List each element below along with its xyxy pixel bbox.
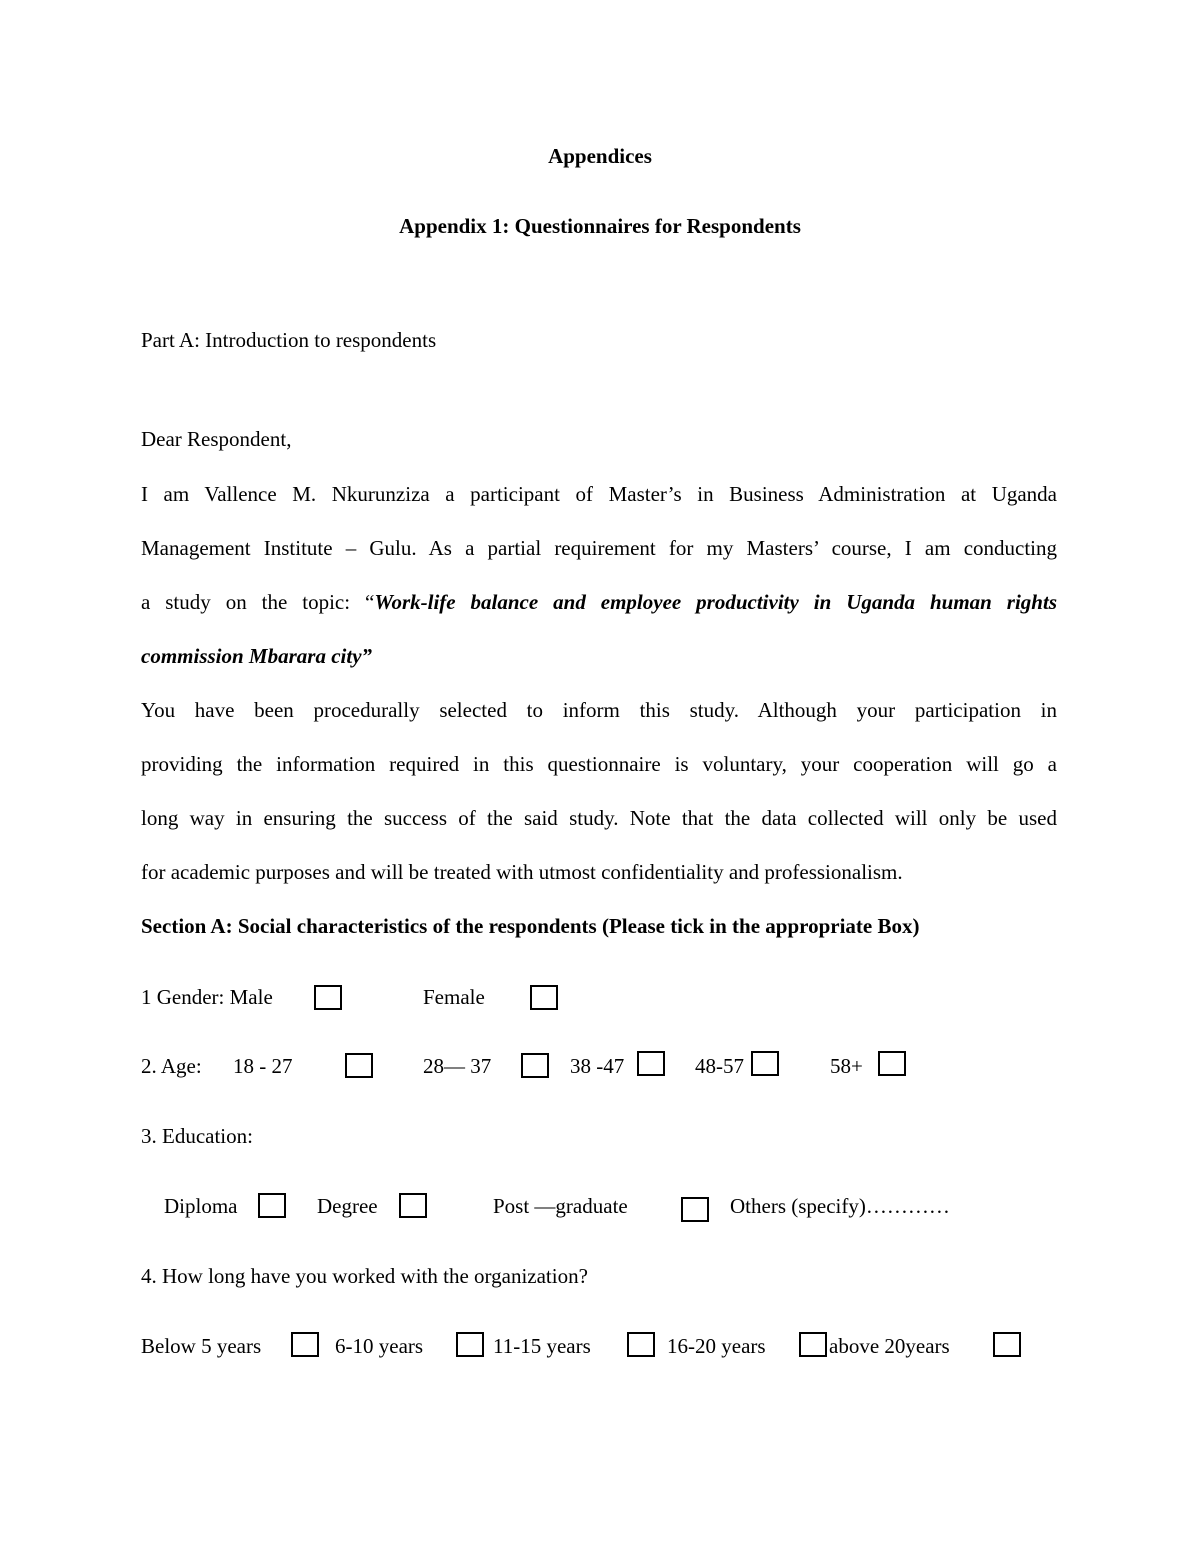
age-38-47-label: 38 -47 — [570, 1054, 625, 1078]
tenure-11-15-checkbox[interactable] — [627, 1332, 655, 1357]
part-a-heading: Part A: Introduction to respondents — [141, 328, 437, 352]
consent-line-4: for academic purposes and will be treated with utmost confidentiality and professionalism. — [141, 860, 903, 884]
age-38-47-checkbox[interactable] — [637, 1051, 665, 1076]
tenure-16-20-label: 16-20 years — [667, 1334, 766, 1358]
age-48-57-label: 48-57 — [695, 1054, 744, 1078]
appendices-heading: Appendices — [548, 144, 652, 168]
education-degree-checkbox[interactable] — [399, 1193, 427, 1218]
age-28-37-checkbox[interactable] — [521, 1053, 549, 1078]
intro-line-3 — [141, 575, 1057, 629]
gender-female-label: Female — [423, 985, 485, 1009]
age-58-plus-checkbox[interactable] — [878, 1051, 906, 1076]
consent-line-1: You have been procedurally selected to inform this study. Although your participation in — [141, 698, 1057, 722]
gender-female-checkbox[interactable] — [530, 985, 558, 1010]
education-degree-label: Degree — [317, 1194, 378, 1218]
consent-line-2: providing the information required in this questionnaire is voluntary, your cooperation will go a — [141, 752, 1057, 776]
intro-line-4 — [141, 629, 1057, 683]
appendix-1-heading: Appendix 1: Questionnaires for Respondents — [399, 214, 801, 238]
tenure-above-20-label: above 20years — [829, 1334, 950, 1358]
education-others-label: Others (specify)………… — [730, 1194, 950, 1218]
tenure-below-5-label: Below 5 years — [141, 1334, 262, 1358]
education-diploma-checkbox[interactable] — [258, 1193, 286, 1218]
tenure-question: 4. How long have you worked with the organization? — [141, 1264, 588, 1288]
education-postgraduate-checkbox[interactable] — [681, 1197, 709, 1222]
tenure-16-20-checkbox[interactable] — [799, 1332, 827, 1357]
tenure-6-10-checkbox[interactable] — [456, 1332, 484, 1357]
gender-male-checkbox[interactable] — [314, 985, 342, 1010]
age-58-plus-label: 58+ — [830, 1054, 863, 1078]
age-18-27-label: 18 - 27 — [233, 1054, 293, 1078]
topic-prefix: a study on the topic: “ — [141, 590, 375, 614]
salutation: Dear Respondent, — [141, 427, 292, 451]
intro-line-2: Management Institute – Gulu. As a partial requirement for my Masters’ course, I am conducting — [141, 536, 1057, 560]
intro-paragraph — [141, 467, 1057, 683]
tenure-below-5-checkbox[interactable] — [291, 1332, 319, 1357]
section-a-title: Section A: Social characteristics of the respondents (Please tick in the appropriate Box) — [141, 914, 920, 938]
tenure-11-15-label: 11-15 years — [493, 1334, 591, 1358]
tenure-6-10-label: 6-10 years — [335, 1334, 424, 1358]
age-18-27-checkbox[interactable] — [345, 1053, 373, 1078]
age-28-37-label: 28— 37 — [423, 1054, 492, 1078]
tenure-above-20-checkbox[interactable] — [993, 1332, 1021, 1357]
consent-line-3: long way in ensuring the success of the said study. Note that the data collected will only be used — [141, 806, 1057, 830]
consent-paragraph — [141, 683, 1057, 899]
age-label: 2. Age: — [141, 1054, 202, 1078]
age-48-57-checkbox[interactable] — [751, 1051, 779, 1076]
gender-label: 1 Gender: Male — [141, 985, 273, 1009]
intro-line-1: I am Vallence M. Nkurunziza a participant of Master’s in Business Administration at Uganda — [141, 482, 1057, 506]
education-label: 3. Education: — [141, 1124, 253, 1148]
study-topic: Work-life balance and employee productivity in Uganda human rights — [374, 590, 1057, 614]
study-topic-end: commission Mbarara city” — [141, 644, 373, 668]
education-diploma-label: Diploma — [164, 1194, 238, 1218]
education-postgraduate-label: Post —graduate — [493, 1194, 628, 1218]
